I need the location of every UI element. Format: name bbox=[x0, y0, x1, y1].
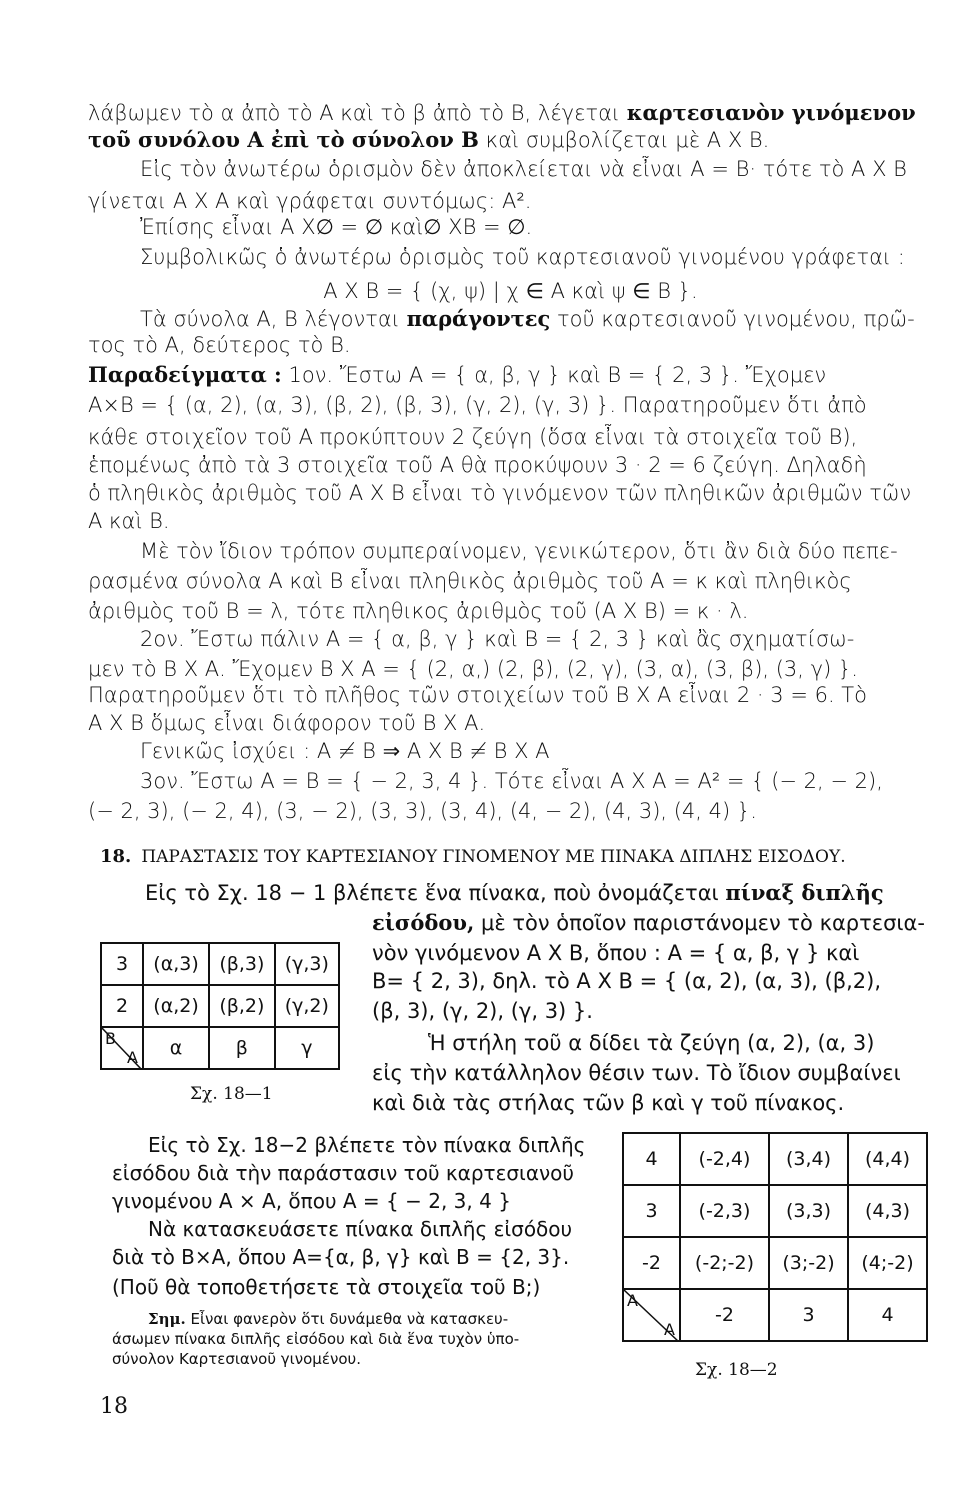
section-number: 18. bbox=[100, 846, 132, 867]
text-line bbox=[140, 768, 933, 794]
text-line bbox=[140, 306, 933, 332]
text-line bbox=[372, 1090, 932, 1116]
text-line bbox=[140, 244, 933, 270]
text-line bbox=[372, 1060, 932, 1086]
table-cell: -2 bbox=[680, 1289, 769, 1341]
note-row bbox=[148, 1310, 658, 1329]
note-line: σύνολον Καρτεσιανοῦ γινομένου. bbox=[112, 1350, 361, 1368]
table-cell: (3,4) bbox=[769, 1133, 848, 1185]
text-span: καὶ διὰ τὰς στήλας τῶν β καὶ γ τοῦ πίνακος. bbox=[372, 1091, 845, 1115]
text-span: Παρατηροῦμεν ὅτι τὸ πλῆθος τῶν στοιχείων τοῦ Β Χ Α εἶναι 2 · 3 = 6. Τὸ bbox=[88, 683, 867, 707]
table-cell: -2 bbox=[623, 1237, 680, 1289]
text-span: τος τὸ Α, δεύτερος τὸ Β. bbox=[88, 333, 351, 357]
corner-top-label: A bbox=[627, 1291, 638, 1310]
table-cell: (γ,2) bbox=[275, 985, 339, 1027]
text-line bbox=[88, 278, 933, 304]
text-line bbox=[88, 598, 933, 624]
text-span: Α καὶ Β. bbox=[88, 509, 170, 533]
text-span: Ἡ στήλη τοῦ α δίδει τὰ ζεύγη (α, 2), (α, 3) bbox=[428, 1031, 875, 1055]
text-line: διὰ τὸ Β×Α, ὅπου Α={α, β, γ} καὶ Β = {2, 3}. bbox=[112, 1245, 570, 1269]
text-line bbox=[88, 798, 933, 824]
text-line: Νὰ κατασκευάσετε πίνακα διπλῆς εἰσόδου bbox=[148, 1217, 573, 1241]
bold-term: Παραδείγματα : bbox=[88, 362, 282, 387]
text-line: εἰσόδου διὰ τὴν παράστασιν τοῦ καρτεσιανοῦ bbox=[112, 1161, 574, 1185]
bold-term: παράγοντες bbox=[406, 306, 551, 331]
text-line: (Ποῦ θὰ τοποθετήσετε τὰ στοιχεῖα τοῦ Β;) bbox=[112, 1275, 541, 1299]
text-line bbox=[88, 656, 933, 682]
text-span: Ἐπίσης εἶναι Α Χ∅ = ∅ καὶ∅ ΧΒ = ∅. bbox=[140, 215, 533, 239]
text-span: Τὰ σύνολα Α, Β λέγονται bbox=[140, 307, 407, 331]
text-line bbox=[88, 682, 933, 708]
note-row bbox=[112, 1330, 622, 1349]
text-span: εἰς τὴν κατάλληλον θέσιν των. Τὸ ἴδιον συμβαίνει bbox=[372, 1061, 901, 1085]
table-fig-18-2 bbox=[622, 1132, 928, 1342]
text-span: τοῦ καρτεσιανοῦ γινομένου, πρῶ- bbox=[550, 307, 915, 331]
table-cell: α bbox=[143, 1027, 209, 1069]
text-line bbox=[88, 424, 933, 450]
table-cell: γ bbox=[275, 1027, 339, 1069]
corner-bottom-label: A bbox=[127, 1048, 138, 1067]
text-line bbox=[140, 538, 933, 564]
corner-bottom-label: A bbox=[664, 1320, 675, 1339]
text-line bbox=[88, 508, 933, 534]
text-line bbox=[428, 1030, 975, 1056]
section-heading bbox=[100, 846, 940, 867]
text-line bbox=[372, 998, 932, 1024]
table-corner-cell bbox=[101, 1027, 143, 1069]
table-cell: (3,3) bbox=[769, 1185, 848, 1237]
text-line bbox=[88, 480, 933, 506]
text-span: Μὲ τὸν ἴδιον τρόπον συμπεραίνομεν, γενικώτερον, ὅτι ἂν διὰ δύο πεπε- bbox=[140, 539, 898, 563]
table-cell: (-2,4) bbox=[680, 1133, 769, 1185]
table-cell: 2 bbox=[101, 985, 143, 1027]
text-span: ρασμένα σύνολα Α καὶ Β εἶναι πληθικὸς ἀριθμὸς τοῦ Α = κ καὶ πληθικὸς bbox=[88, 569, 852, 593]
text-span: καὶ συμβολίζεται μὲ Α Χ Β. bbox=[478, 128, 770, 152]
text-line bbox=[88, 362, 933, 388]
table-cell: 3 bbox=[623, 1185, 680, 1237]
table-cell: (4,4) bbox=[848, 1133, 927, 1185]
table-cell: (-2,3) bbox=[680, 1185, 769, 1237]
table-cell: (4,3) bbox=[848, 1185, 927, 1237]
table-cell: 4 bbox=[623, 1133, 680, 1185]
text-span: 1ον. Ἔστω Α = { α, β, γ } καὶ Β = { 2, 3 }. Ἔχομεν bbox=[281, 363, 827, 387]
bold-term: καρτεσιανὸν γινόμενον bbox=[626, 100, 916, 125]
text-line bbox=[88, 392, 933, 418]
text-span: Συμβολικῶς ὁ ἀνωτέρω ὁρισμὸς τοῦ καρτεσιανοῦ γινομένου γράφεται : bbox=[140, 245, 905, 269]
corner-top-label: B bbox=[105, 1029, 116, 1048]
text-line bbox=[372, 910, 932, 936]
text-span: Εἰς τὸ Σχ. 18 − 1 βλέπετε ἕνα πίνακα, ποὺ ὀνομάζεται bbox=[145, 881, 726, 905]
table-cell: (β,2) bbox=[209, 985, 275, 1027]
bold-term: εἰσόδου, bbox=[372, 910, 475, 935]
table-cell: 3 bbox=[101, 943, 143, 985]
table-cell: (-2;-2) bbox=[680, 1237, 769, 1289]
text-span: ἑπομένως ἀπὸ τὰ 3 στοιχεῖα τοῦ Α θὰ προκύψουν 3 · 2 = 6 ζεύγη. Δηλαδὴ bbox=[88, 453, 867, 477]
text-span: ὁ πληθικὸς ἀριθμὸς τοῦ Α Χ Β εἶναι τὸ γινόμενον τῶν πληθικῶν ἀριθμῶν τῶν bbox=[88, 481, 912, 505]
text-line bbox=[145, 880, 884, 906]
table-cell: (α,3) bbox=[143, 943, 209, 985]
text-line bbox=[88, 188, 933, 214]
text-span: 2ον. Ἔστω πάλιν Α = { α, β, γ } καὶ Β = { 2, 3 } καὶ ἂς σχηματίσω- bbox=[140, 627, 855, 651]
text-span: γίνεται Α Χ Α καὶ γράφεται συντόμως: Α². bbox=[88, 189, 532, 213]
table-cell: (3;-2) bbox=[769, 1237, 848, 1289]
text-line bbox=[372, 968, 932, 994]
caption-fig-18-2: Σχ. 18—2 bbox=[695, 1360, 778, 1380]
note-line: Εἶναι φανερὸν ὅτι δυνάμεθα νὰ κατασκευ- bbox=[185, 1310, 509, 1328]
table-fig-18-1 bbox=[100, 942, 340, 1070]
text-span: ἀριθμὸς τοῦ Β = λ, τότε πληθικος ἀριθμὸς τοῦ (Α Χ Β) = κ · λ. bbox=[88, 599, 749, 623]
text-span: Γενικῶς ἰσχύει : Α ≠ Β ⇒ Α Χ Β ≠ Β Χ Α bbox=[140, 739, 550, 763]
text-span: μεν τὸ Β Χ Α. Ἔχομεν Β Χ Α = { (2, α,) (2, β), (2, γ), (3, α), (3, β), (3, γ) }. bbox=[88, 657, 858, 681]
page-number: 18 bbox=[100, 1394, 128, 1419]
text-span: (− 2, 3), (− 2, 4), (3, − 2), (3, 3), (3, 4), (4, − 2), (4, 3), (4, 4) }. bbox=[88, 799, 757, 823]
text-line bbox=[372, 940, 932, 966]
text-line bbox=[140, 156, 933, 182]
text-line bbox=[88, 568, 933, 594]
text-line bbox=[88, 332, 933, 358]
text-line: Εἰς τὸ Σχ. 18−2 βλέπετε τὸν πίνακα διπλῆς bbox=[148, 1133, 586, 1157]
text-line: γινομένου Α × Α, ὅπου Α = { − 2, 3, 4 } bbox=[112, 1189, 511, 1213]
text-span: Α×Β = { (α, 2), (α, 3), (β, 2), (β, 3), (γ, 2), (γ, 3) }. Παρατηροῦμεν ὅτι ἀπὸ bbox=[88, 393, 867, 417]
text-span: νὸν γινόμενον Α Χ Β, ὅπου : Α = { α, β, γ } καὶ bbox=[372, 941, 860, 965]
text-line bbox=[88, 710, 933, 736]
text-span: κάθε στοιχεῖον τοῦ Α προκύπτουν 2 ζεύγη (ὅσα εἶναι τὰ στοιχεῖα τοῦ Β), bbox=[88, 425, 858, 449]
text-line bbox=[88, 100, 933, 126]
section-title: ΠΑΡΑΣΤΑΣΙΣ ΤΟΥ ΚΑΡΤΕΣΙΑΝΟΥ ΓΙΝΟΜΕΝΟΥ ΜΕ ΠΙΝΑΚΑ ΔΙΠΛΗΣ ΕΙΣΟΔΟΥ. bbox=[141, 847, 846, 867]
text-span: (β, 3), (γ, 2), (γ, 3) }. bbox=[372, 999, 593, 1023]
text-line bbox=[140, 626, 933, 652]
text-span: Α Χ Β ὅμως εἶναι διάφορον τοῦ Β Χ Α. bbox=[88, 711, 486, 735]
note-label: Σημ. bbox=[148, 1310, 186, 1328]
text-span: μὲ τὸν ὁποῖον παριστάνομεν τὸ καρτεσια- bbox=[474, 911, 925, 935]
text-span: λάβωμεν τὸ α ἀπὸ τὸ Α καὶ τὸ β ἀπὸ τὸ Β, λέγεται bbox=[88, 101, 627, 125]
table-cell: β bbox=[209, 1027, 275, 1069]
text-span: Εἰς τὸν ἀνωτέρω ὁρισμὸν δὲν ἀποκλείεται νὰ εἶναι Α = Β· τότε τὸ Α Χ Β bbox=[140, 157, 907, 181]
text-span: 3ον. Ἔστω Α = Β = { − 2, 3, 4 }. Τότε εἶναι Α Χ Α = Α² = { (− 2, − 2), bbox=[140, 769, 883, 793]
text-line bbox=[140, 738, 933, 764]
table-corner-cell bbox=[623, 1289, 680, 1341]
table-cell: (γ,3) bbox=[275, 943, 339, 985]
table-cell: (β,3) bbox=[209, 943, 275, 985]
caption-fig-18-1: Σχ. 18—1 bbox=[190, 1084, 273, 1104]
bold-term: τοῦ συνόλου Α ἐπὶ τὸ σύνολον Β bbox=[88, 127, 479, 152]
table-cell: (α,2) bbox=[143, 985, 209, 1027]
table-cell: (4;-2) bbox=[848, 1237, 927, 1289]
table-cell: 4 bbox=[848, 1289, 927, 1341]
text-line bbox=[88, 127, 933, 153]
text-line bbox=[88, 452, 933, 478]
text-line bbox=[140, 214, 933, 240]
table-cell: 3 bbox=[769, 1289, 848, 1341]
text-span: Α Χ Β = { (χ, ψ) | χ ∈ Α καὶ ψ ∈ Β }. bbox=[323, 279, 698, 303]
bold-term: πίναξ διπλῆς bbox=[725, 880, 884, 905]
note-line: άσωμεν πίνακα διπλῆς εἰσόδου καὶ διὰ ἕνα τυχὸν ὑπο- bbox=[112, 1330, 520, 1348]
text-span: Β= { 2, 3), δηλ. τὸ Α Χ Β = { (α, 2), (α, 3), (β,2), bbox=[372, 969, 882, 993]
note-row bbox=[112, 1350, 622, 1369]
